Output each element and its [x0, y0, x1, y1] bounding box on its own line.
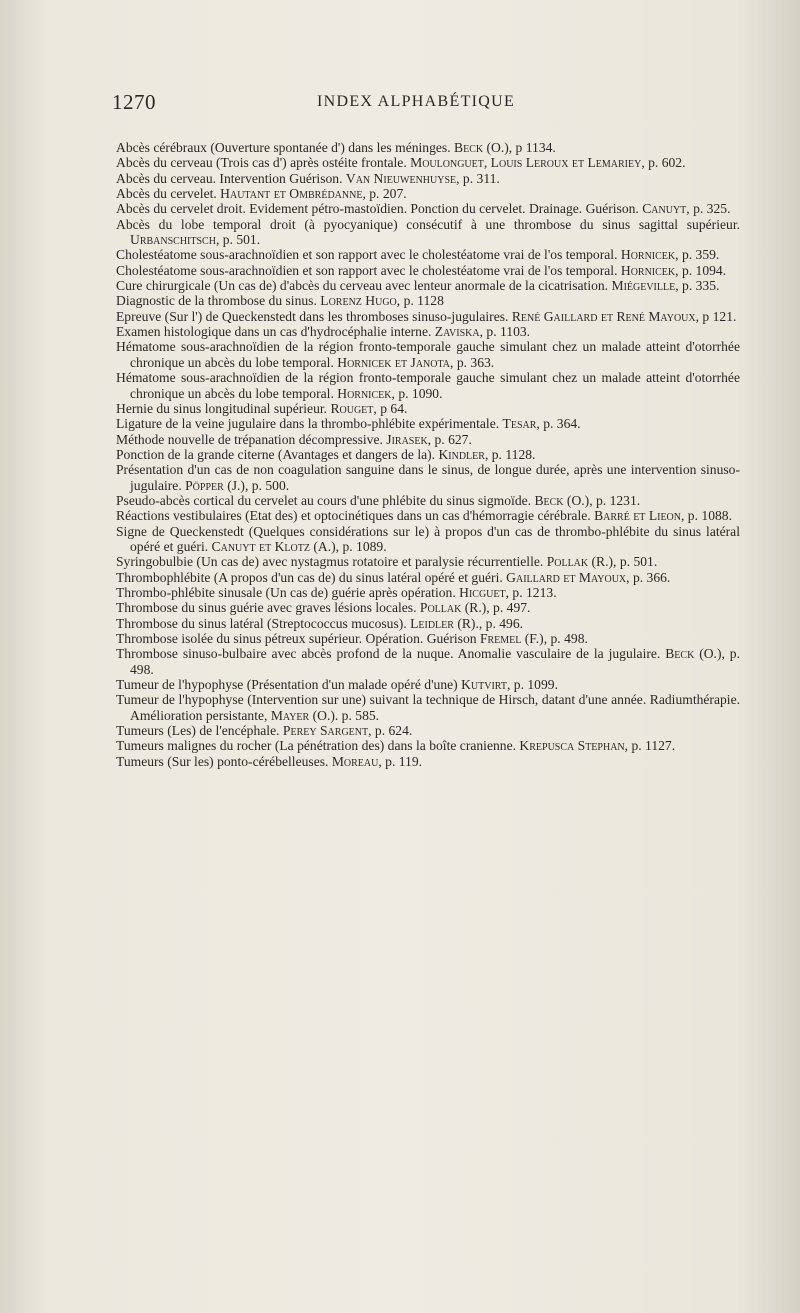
entry-author: Moulonguet, Louis Leroux et Lemariey, [410, 155, 645, 171]
entry-author: Pollak (R.), [419, 600, 490, 616]
entry-author: Perey Sargent, [282, 723, 372, 739]
entry-author: Hornicek, [620, 247, 679, 263]
index-entry [116, 278, 740, 293]
entry-author: Urbanschitsch, [130, 232, 220, 248]
entry-author: Lorenz Hugo, [320, 293, 401, 309]
index-entry [116, 401, 740, 416]
entry-page-ref: p. 366. [629, 569, 671, 585]
entry-title: Cholestéatome sous-arachnoïdien et son rapport avec le cholestéatome vrai de l'os temporal. [116, 262, 621, 278]
index-entry [116, 754, 740, 769]
entry-title: Cholestéatome sous-arachnoïdien et son rapport avec le cholestéatome vrai de l'os temporal. [116, 247, 621, 263]
index-entry [116, 570, 740, 585]
entry-page-ref: p. 498. [547, 631, 588, 646]
entry-title: Cure chirurgicale (Un cas de) d'abcès du cerveau avec lenteur anormale de la cicatrisation. [116, 278, 612, 294]
entry-page-ref: p. 363. [453, 354, 495, 370]
entry-page-ref: p 64. [376, 400, 408, 416]
entry-title: Thrombose isolée du sinus pétreux supérieur. Opération. Guérison [116, 631, 480, 646]
index-entry [116, 416, 740, 431]
index-entry [116, 309, 740, 324]
entry-page-ref: p. 311. [459, 170, 500, 186]
entry-title: Thrombose sinuso-bulbaire avec abcès profond de la nuque. Anomalie vasculaire de la jugulaire. [116, 646, 666, 662]
index-entry [116, 447, 740, 462]
entry-page-ref: p. 207. [365, 186, 407, 202]
entry-title: Tumeurs (Les) de l'encéphale. [116, 723, 283, 739]
entry-title: Thrombose du sinus latéral (Streptococcus mucosus). [116, 615, 411, 631]
index-entry [116, 554, 740, 569]
entry-title: Pseudo-abcès cortical du cervelet au cours d'une phlébite du sinus sigmoïde. [116, 492, 535, 508]
entry-page-ref: p. 1128 [400, 293, 444, 309]
entry-page-ref: p. 501. [616, 554, 658, 570]
entry-title: Abcès du lobe temporal droit (à pyocyanique) consécutif à une thrombose du sinus sagittal supérieur. [116, 216, 740, 232]
index-entry [116, 186, 740, 201]
index-entry [116, 585, 740, 600]
entry-author: Jirasek, [386, 431, 432, 447]
entry-title: Diagnostic de la thrombose du sinus. [116, 293, 321, 309]
page-header [112, 90, 752, 120]
index-entry [116, 140, 740, 155]
entry-title: Abcès du cervelet droit. Evidement pétro-mastoïdien. Ponction du cervelet. Drainage. Guérison. [116, 201, 643, 217]
entry-page-ref: p. 498. [130, 646, 740, 677]
entry-author: Rouget, [330, 400, 377, 416]
entry-title: Tumeurs malignes du rocher (La pénétration des) dans la boîte cranienne. [116, 738, 520, 754]
index-entry [116, 432, 740, 447]
entry-author: Zaviska, [434, 324, 483, 340]
entry-page-ref: p. 1128. [488, 446, 536, 462]
entry-title: Abcès cérébraux (Ouverture spontanée d') dans les méninges. [116, 140, 455, 155]
index-entry [116, 631, 740, 646]
index-entry [116, 247, 740, 262]
entry-page-ref: p. 119. [381, 753, 423, 769]
entry-page-ref: p. 1094. [678, 262, 727, 278]
entry-author: Pöpper (J.), [185, 477, 249, 493]
entry-author: Gaillard et Mayoux, [506, 569, 630, 585]
entry-author: Fremel (F.), [479, 631, 548, 646]
entry-title: Abcès du cerveau. Intervention Guérison. [116, 170, 346, 186]
entry-author: Mayer (O.). [270, 707, 339, 723]
entry-page-ref: p. 501. [219, 232, 261, 248]
entry-author: Tesar, [502, 416, 540, 432]
index-entry [116, 646, 740, 677]
entry-author: Beck (O.), [454, 140, 513, 155]
index-entry [116, 155, 740, 170]
entry-author: Canuyt, [642, 201, 690, 217]
entry-page-ref: p. 627. [431, 431, 472, 447]
index-entry [116, 493, 740, 508]
entry-title: Méthode nouvelle de trépanation décompressive. [116, 431, 387, 447]
entry-title: Thrombophlébite (A propos d'un cas de) du sinus latéral opéré et guéri. [116, 569, 507, 585]
index-entry [116, 462, 740, 493]
entry-page-ref: p. 585. [338, 707, 380, 723]
index-entry [116, 293, 740, 308]
running-title: INDEX ALPHABÉTIQUE [317, 93, 516, 110]
entry-title: Syringobulbie (Un cas de) avec nystagmus rotatoire et paralysie récurrentielle. [116, 554, 547, 570]
entry-title: Abcès du cerveau (Trois cas d') après ostéite frontale. [116, 155, 411, 171]
index-entry [116, 263, 740, 278]
entry-author: Hautant et Ombrédanne, [220, 186, 366, 202]
entry-author: Krepusca Stephan, [519, 738, 629, 754]
index-entry [116, 201, 740, 216]
entry-author: Hicguet, [459, 584, 510, 600]
entry-title: Hématome sous-arachnoïdien de la région fronto-temporale gauche simulant chez un malade atteint d'otorrhée chronique un abcès du lobe temporal. [116, 370, 740, 401]
entry-page-ref: p 121. [699, 308, 737, 324]
entry-title: Tumeur de l'hypophyse (Intervention sur une) suivant la technique de Hirsch, datant d'une année. Radiumthérapie. Amélioration persistante, [116, 692, 740, 723]
index-entry [116, 723, 740, 738]
entry-page-ref: p. 500. [248, 477, 290, 493]
entry-author: Moreau, [331, 753, 382, 769]
entry-page-ref: p. 624. [371, 723, 413, 739]
entry-title: Présentation d'un cas de non coagulation sanguine dans le sinus, de longue durée, après une intervention sinuso-jugulaire. [116, 462, 740, 493]
entry-title: Thrombo-phlébite sinusale (Un cas de) guérie après opération. [116, 584, 460, 600]
entry-author: Beck (O.), [534, 492, 593, 508]
entry-author: Beck (O.), [665, 646, 725, 662]
entry-title: Ligature de la veine jugulaire dans la thrombo-phlébite expérimentale. [116, 416, 503, 432]
index-entry [116, 370, 740, 401]
entry-title: Epreuve (Sur l') de Queckenstedt dans les thromboses sinuso-jugulaires. [116, 308, 512, 324]
entry-author: Hornicek, [620, 262, 679, 278]
entry-title: Ponction de la grande citerne (Avantages et dangers de la). [116, 446, 439, 462]
entry-author: Kutvirt, [461, 677, 511, 693]
entry-author: Miégeville, [611, 278, 679, 294]
entry-title: Réactions vestibulaires (Etat des) et optocinétiques dans un cas d'hémorragie cérébrale. [116, 508, 595, 524]
entry-page-ref: p. 1089. [339, 538, 387, 554]
entry-title: Thrombose du sinus guérie avec graves lésions locales. [116, 600, 420, 616]
entry-page-ref: p 1134. [512, 140, 556, 155]
entry-page-ref: p. 1088. [684, 508, 732, 524]
entry-page-ref: p. 1099. [510, 677, 558, 693]
entry-author: Kindler, [438, 446, 489, 462]
index-entry [116, 524, 740, 555]
entry-title: Hernie du sinus longitudinal supérieur. [116, 400, 331, 416]
index-entry [116, 738, 740, 753]
index-entry [116, 217, 740, 248]
index-entry [116, 508, 740, 523]
index-entry [116, 677, 740, 692]
page-number: 1270 [112, 90, 156, 114]
entry-page-ref: p. 1090. [394, 385, 443, 401]
entry-author: Hornicek et Janota, [337, 354, 454, 370]
entry-title: Hématome sous-arachnoïdien de la région fronto-temporale gauche simulant chez un malade atteint d'otorrhée chronique un abcès du lobe temporal. [116, 339, 740, 370]
index-entry [116, 339, 740, 370]
entry-page-ref: p. 496. [482, 615, 524, 631]
entry-page-ref: p. 497. [489, 600, 531, 616]
entry-title: Abcès du cervelet. [116, 186, 221, 202]
entry-author: Barré et Lieon, [594, 508, 685, 524]
entry-author: Van Nieuwenhuyse, [345, 170, 460, 186]
index-entry [116, 600, 740, 615]
entry-title: Examen histologique dans un cas d'hydrocéphalie interne. [116, 324, 435, 340]
index-entry [116, 171, 740, 186]
entry-author: Leidler (R)., [410, 615, 483, 631]
index-entry [116, 692, 740, 723]
entry-title: Tumeur de l'hypophyse (Présentation d'un malade opéré d'une) [116, 677, 462, 693]
entry-page-ref: p. 1213. [509, 584, 557, 600]
entry-page-ref: p. 359. [678, 247, 720, 263]
index-entry [116, 616, 740, 631]
entry-page-ref: p. 1127. [628, 738, 676, 754]
entry-page-ref: p. 364. [539, 416, 581, 432]
entry-author: Pollak (R.), [546, 554, 617, 570]
entry-page-ref: p. 335. [678, 278, 720, 294]
index-entries [116, 140, 740, 769]
entry-page-ref: p. 1103. [483, 324, 531, 340]
entry-title: Tumeurs (Sur les) ponto-cérébelleuses. [116, 753, 332, 769]
index-entry [116, 324, 740, 339]
entry-page-ref: p. 602. [644, 155, 686, 171]
entry-author: Canuyt et Klotz (A.), [211, 538, 340, 554]
entry-page-ref: p. 1231. [592, 492, 641, 508]
entry-author: Hornicek, [337, 385, 395, 401]
entry-title: Signe de Queckenstedt (Quelques considérations sur le) à propos d'un cas de thrombo-phlébite du sinus latéral opéré et guéri. [116, 523, 740, 554]
entry-page-ref: p. 325. [689, 201, 731, 217]
entry-author: René Gaillard et René Mayoux, [511, 308, 700, 324]
